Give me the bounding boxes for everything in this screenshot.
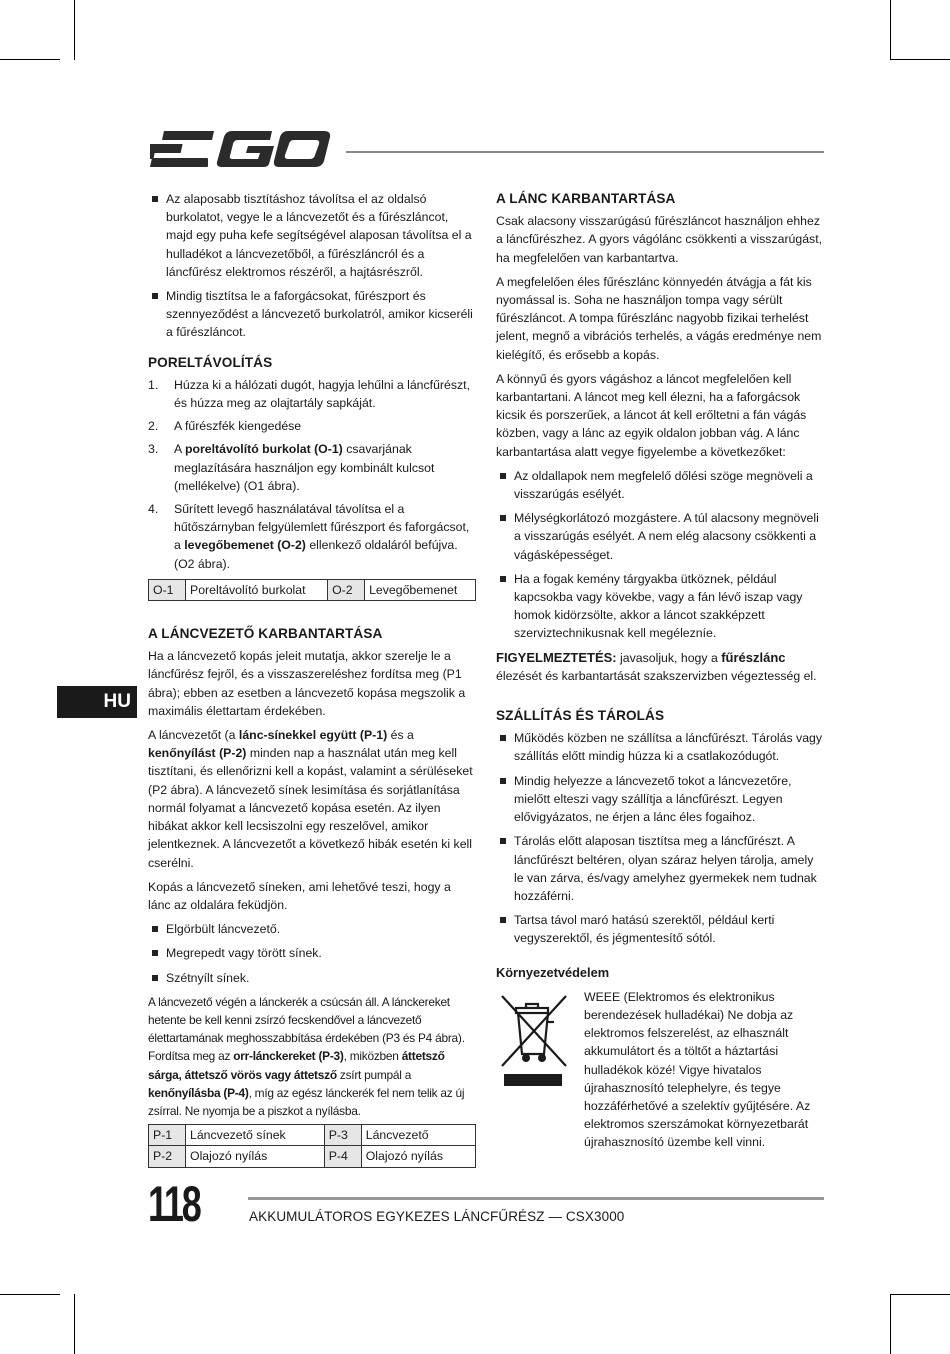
paragraph: Csak alacsony visszarúgású fűrészláncot használjon ehhez a láncfűrészhez. A gyors vágólánc csökkenti a visszarúgást, ha megfelelően van karbantartva. <box>496 214 823 265</box>
list-item: Mindig tisztítsa le a faforgácsokat, fűrészport és szennyeződést a láncvezető burkolatról, amikor kicseréli a fűrészláncot. <box>148 287 476 342</box>
weee-text: WEEE (Elektromos és elektronikus berendezések hulladékai) Ne dobja az elektromos felszerelést, az elhasznált akkumulátort és a töltőt a háztartási hulladékok közé! Vigye hivatalos újrahasznosító telephelyre, és tegye hozzáférhetővé a szelektív gyűjtésére. Az elektromos szerszámokat környezetbarát újrahasznosító üzembe kell vinni. <box>584 989 811 1150</box>
list-item: Elgörbült láncvezető. <box>148 920 476 938</box>
section-heading-transport: SZÁLLÍTÁS ÉS TÁROLÁS <box>496 708 665 724</box>
crop-mark <box>890 0 891 60</box>
right-column <box>496 190 824 1152</box>
crop-mark <box>74 1294 75 1354</box>
list-item: Szétnyílt sínek. <box>148 969 476 987</box>
list-item: Megrepedt vagy törött sínek. <box>148 944 476 962</box>
list-item: Működés közben ne szállítsa a láncfűrészt. Tárolás vagy szállítás előtt mindig húzza ki a csatlakozódugót. <box>496 729 824 765</box>
section-heading-chain: A LÁNC KARBANTARTÁSA <box>496 191 676 206</box>
list-item: 4. Sűrített levegő használatával távolítsa el a hűtőszárnyban felgyülemlett fűrészport és faforgácsot, a levegőbemenet (O-2) ellenkező oldaláról befújva. (O2 ábra). <box>148 502 470 571</box>
transport-bullets <box>496 729 824 947</box>
chain-bullets <box>496 467 824 643</box>
footer-rule <box>248 1197 824 1200</box>
crossed-bin-icon <box>496 988 572 1152</box>
list-item: Tárolás előtt alaposan tisztítsa meg a láncfűrészt. A láncfűrészt beltéren, olyan száraz helyen tárolja, amely le van zárva, és/vagy amelyhez gyermekek nem tudnak hozzáférni. <box>496 832 824 905</box>
list-item: Mindig helyezze a láncvezető tokot a láncvezetőre, mielőtt elteszi vagy szállítja a láncfűrészt. Legyen elővigyázatos, ne érjen a lánc éles fogaihoz. <box>496 772 824 827</box>
list-item: Az oldallapok nem megfelelő dőlési szöge megnöveli a visszarúgás esélyét. <box>496 467 824 503</box>
legend-table-o <box>148 579 476 601</box>
ego-logo <box>150 128 332 179</box>
page-number: 118 <box>148 1176 200 1232</box>
left-column <box>148 190 476 1176</box>
section-heading-dust: PORELTÁVOLÍTÁS <box>148 354 273 370</box>
list-item: 1. Húzza ki a hálózati dugót, hagyja lehűlni a láncfűrészt, és húzza meg az olajtartály sapkáját. <box>148 377 470 411</box>
crop-mark <box>0 1294 60 1295</box>
cleaning-bullets <box>148 190 476 342</box>
paragraph: Kopás a láncvezető síneken, ami lehetővé teszi, hogy a lánc az oldalára feküdjön. <box>148 879 451 912</box>
dust-steps <box>148 376 476 573</box>
paragraph: Ha a láncvezető kopás jeleit mutatja, akkor szerelje le a láncfűrész fejről, és a visszaszereléshez fordítsa meg (P1 ábra); ebben az esetben a láncvezető kopása megszolik a maximális élettartam érdekében. <box>148 649 466 718</box>
footer-title: AKKUMULÁTOROS EGYKEZES LÁNCFŰRÉSZ — CSX3000 <box>249 1209 625 1224</box>
paragraph: A láncvezető végén a lánckerék a csúcsán áll. A lánckereket hetente be kell kenni zsírzó fecskendővel a láncvezető élettartamának meghosszabbítása érdekében (P3 és P4 ábra). Fordítsa meg az orr-lánckereket (P-3), miközben áttetsző sárga, áttetsző vörös vagy áttetsző zsírt pumpál a kenőnyílásba (P-4), míg az egész lánckerék fel nem telik az új zsírral. Ne nyomja be a piszkot a nyílásba. <box>148 994 465 1118</box>
table-row: O-1 Poreltávolító burkolat O-2 Levegőbemenet <box>149 579 476 600</box>
header-rule <box>346 151 824 153</box>
paragraph: A láncvezetőt (a lánc-sínekkel együtt (P-1) és a kenőnyílást (P-2) minden nap a használat után meg kell tisztítani, és ellenőrizni kell a kopást, valamint a sérüléseket (P2 ábra). A láncvezető sínek lesimítása és sorjátlanítása normál folyamat a láncvezető kopása esetén. Az ilyen hibákat akkor kell lecsiszolni egy reszelővel, amikor jelentkeznek. A láncvezetőt a következő hibák esetén ki kell cserélni. <box>148 728 473 870</box>
legend-table-p <box>148 1124 476 1167</box>
list-item: Az alaposabb tisztításhoz távolítsa el az oldalsó burkolatot, vegye le a láncvezetőt és a fűrészláncot, majd egy puha kefe segítségével alaposan távolítsa el a hulladékot a láncvezetőből, a fűrészláncról és a láncfűrész elektromos részéről, a hajtásrészről. <box>148 190 476 281</box>
list-item: Tartsa távol maró hatású szerektől, például kerti vegyszerektől, és jégmentesítő sótól. <box>496 911 824 947</box>
list-item: 2. A fűrészfék kiengedése <box>148 419 302 434</box>
crop-mark <box>890 1294 891 1354</box>
paragraph: A megfelelően éles fűrészlánc könnyedén átvágja a fát kis nyomással is. Soha ne használjon tompa vagy sérült fűrészláncot. A tompa fűrészlánc nagyobb fizikai terhelést jelent, megnő a vibrációs terhelés, a vágás eredménye nem kielégítő, és erősebb a kopás. <box>496 274 822 362</box>
section-heading-guide: A LÁNCVEZETŐ KARBANTARTÁSA <box>148 626 383 642</box>
crop-mark <box>890 1294 950 1295</box>
warning-note: FIGYELMEZTETÉS: javasoljuk, hogy a fűrészlánc élezését és karbantartását szakszervizben végeztesség el. <box>496 649 817 683</box>
crop-mark <box>890 59 950 60</box>
list-item: 3. A poreltávolító burkolat (O-1) csavarjának meglazítására használjon egy kombinált kulcsot (mellékelve) (O1 ábra). <box>148 442 435 493</box>
section-heading-environment: Környezetvédelem <box>496 964 610 980</box>
crop-mark <box>0 59 60 60</box>
list-item: Mélységkorlátozó mozgástere. A túl alacsony megnöveli a visszarúgás esélyét. A nem elég alacsony csökkenti a vágásképességet. <box>496 509 824 564</box>
weee-block <box>496 988 824 1152</box>
language-tab <box>57 686 137 718</box>
guide-defect-bullets <box>148 920 476 987</box>
language-code: HU <box>103 691 131 712</box>
table-row: P-2 Olajozó nyílás P-4 Olajozó nyílás <box>149 1146 476 1167</box>
crop-mark <box>74 0 75 60</box>
paragraph: A könnyű és gyors vágáshoz a láncot megfelelően kell karbantartani. A láncot meg kell élezni, ha a faforgácsok kicsik és porszerűek, a láncot át kell erőltetni a fán vágás közben, vagy a lánc az egyik oldalon jobban vág. A lánc karbantartása alatt vegye figyelembe a következőket: <box>496 371 807 459</box>
list-item: Ha a fogak kemény tárgyakba ütköznek, például kapcsokba vagy kövekbe, vagy a fán lévő iszap vagy homok kidörzsölte, akkor a láncot szakképzett szerviztechnikusnak kell megélezníe. <box>496 570 824 643</box>
table-row: P-1 Láncvezető sínek P-3 Láncvezető <box>149 1125 476 1146</box>
